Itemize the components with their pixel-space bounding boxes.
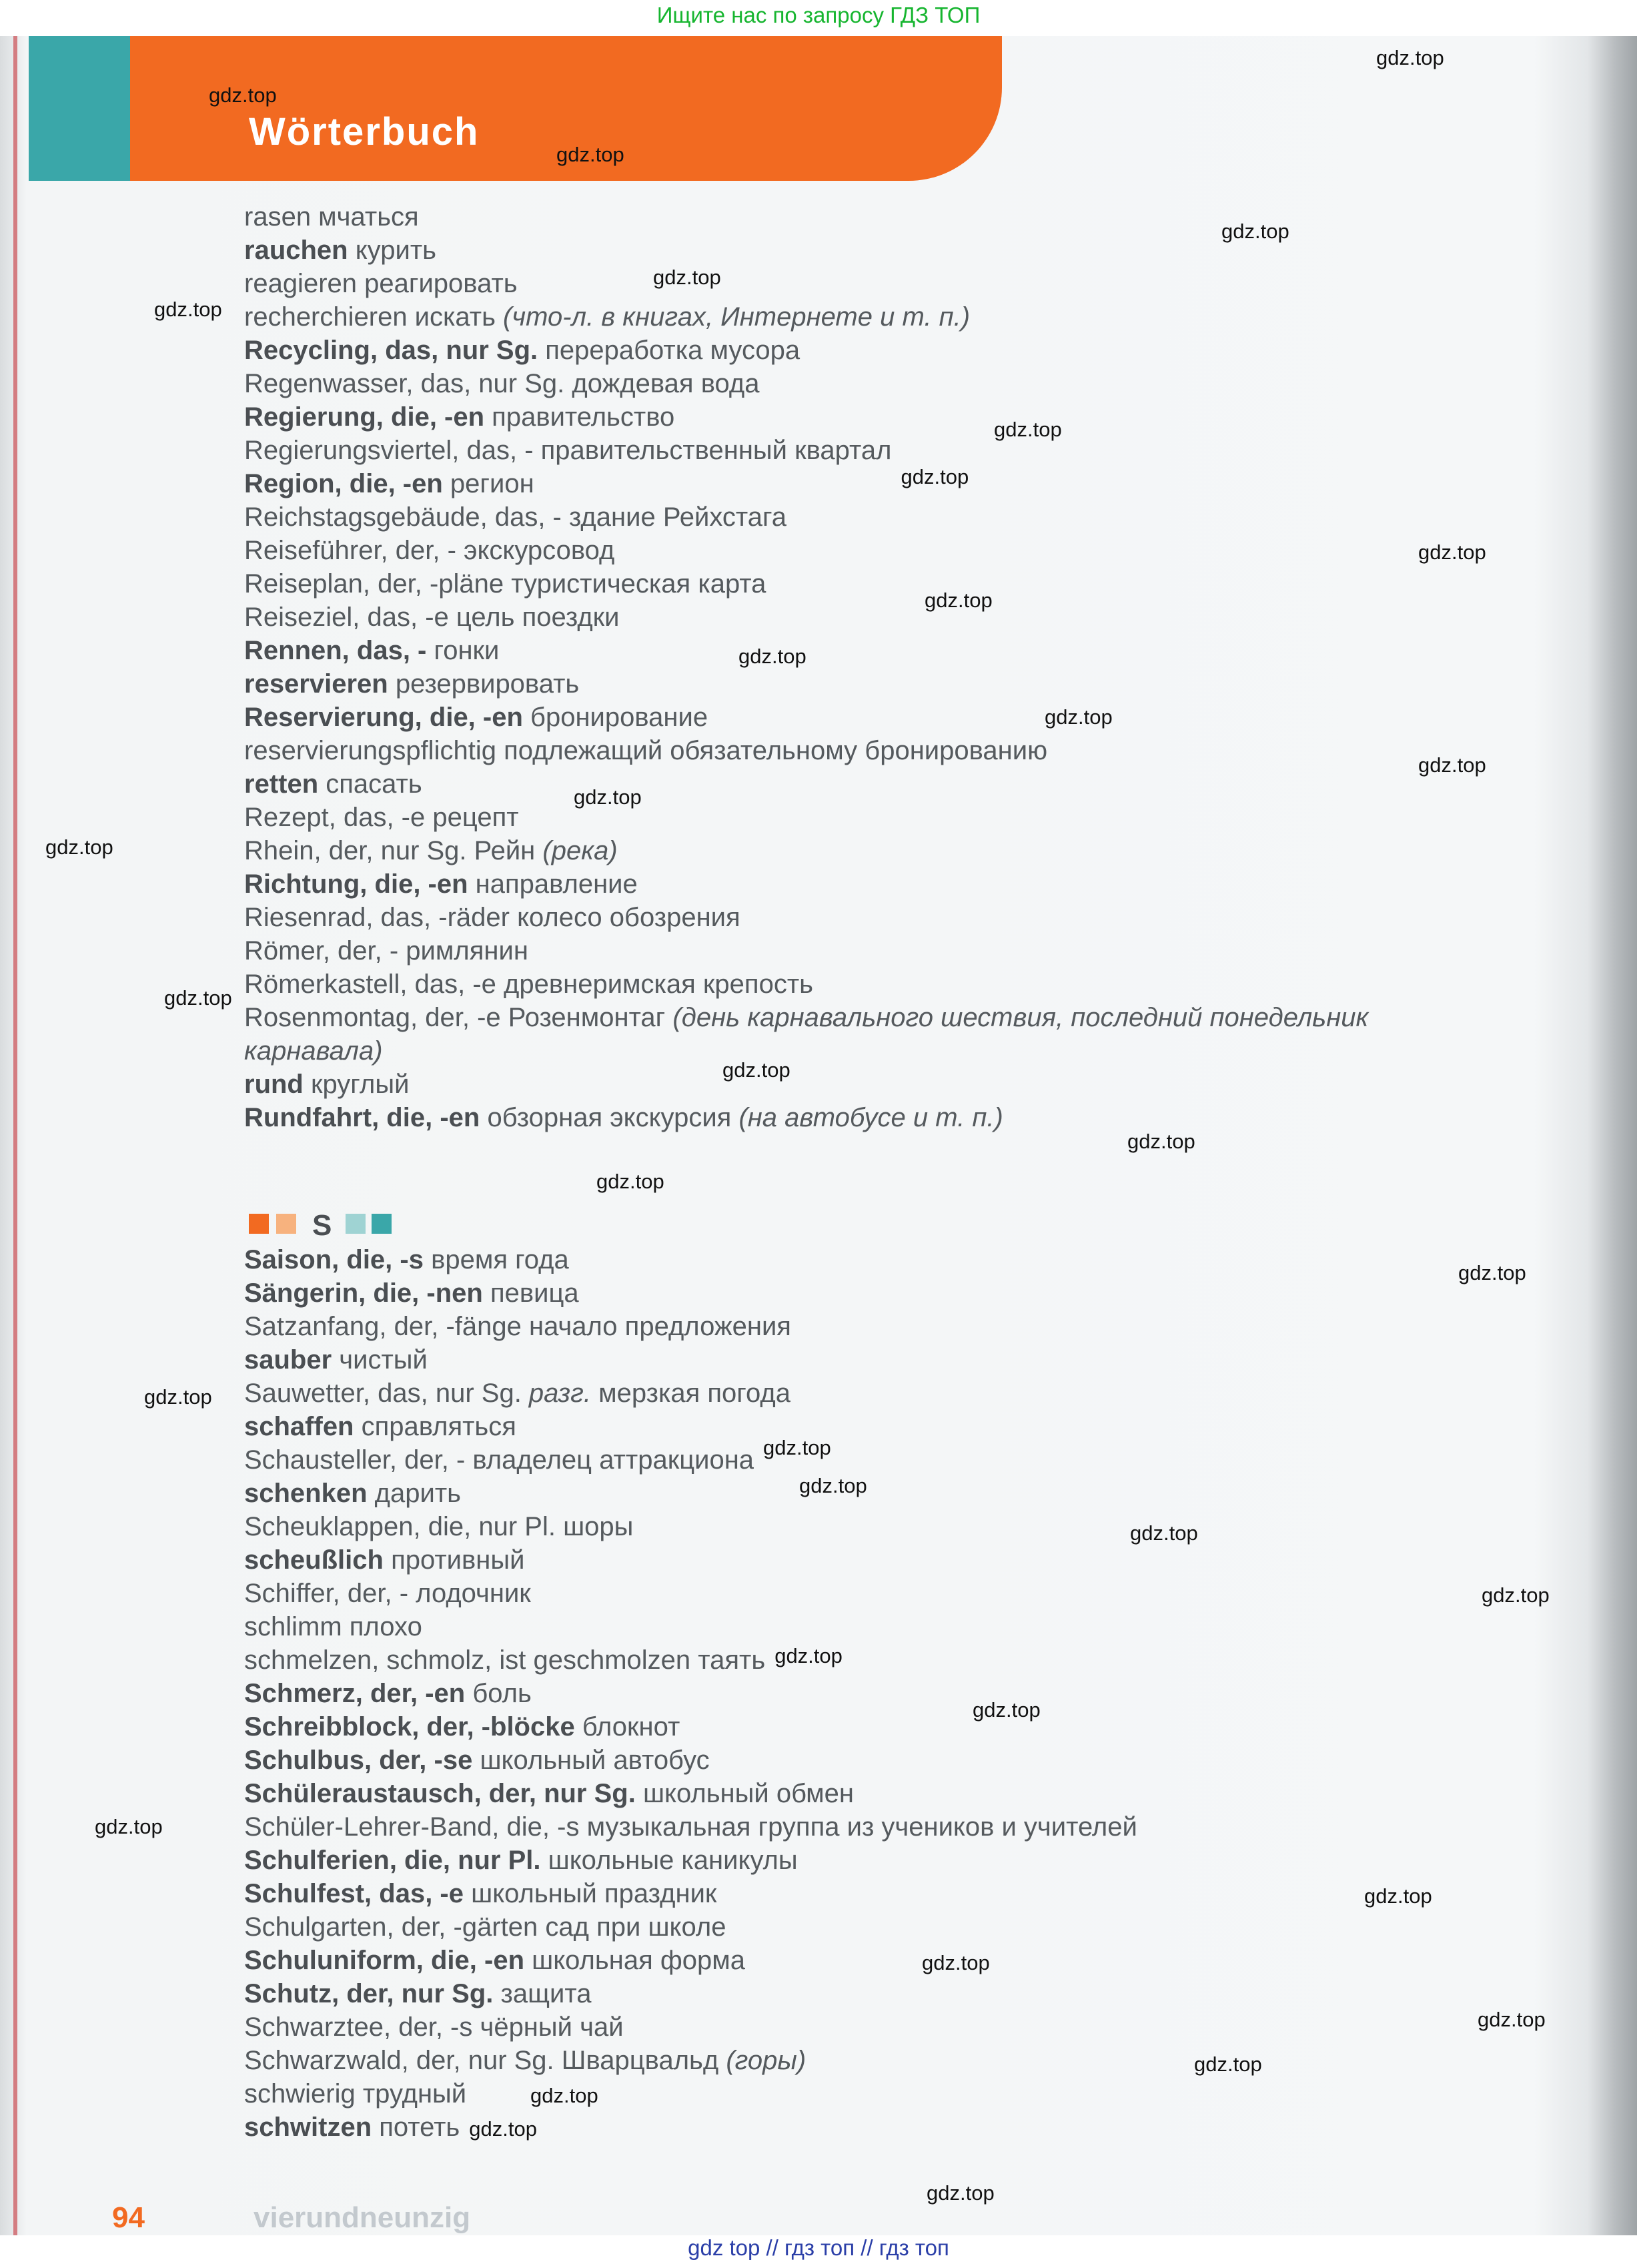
dictionary-entry	[244, 500, 1512, 534]
note: (на автобусе и т. п.)	[738, 1103, 1003, 1132]
dictionary-entry	[244, 367, 1512, 400]
dictionary-entry	[244, 400, 1512, 434]
translation: Rezept, das, -e рецепт	[244, 803, 519, 832]
headword: Region, die, -en	[244, 469, 443, 498]
watermark: gdz.top	[95, 1815, 163, 1838]
headword: Regierung, die, -en	[244, 402, 485, 432]
bottom-banner: gdz top // гдз топ // гдз топ	[688, 2235, 949, 2260]
note: (день карнавального шествия, последний понедельник карнавала)	[244, 1003, 1369, 1066]
translation: schwierig трудный	[244, 2079, 467, 2109]
entries-r	[244, 200, 1512, 1134]
translation: школьный автобус	[472, 1746, 710, 1775]
note: (что-л. в книгах, Интернете и т. п.)	[503, 302, 971, 332]
dictionary-entry	[244, 1777, 1512, 1810]
headword: schenken	[244, 1479, 368, 1508]
translation: обзорная экскурсия	[480, 1103, 739, 1132]
watermark: gdz.top	[1127, 1130, 1195, 1153]
translation: schlimm плохо	[244, 1612, 422, 1641]
translation: Satzanfang, der, -fänge начало предложения	[244, 1312, 791, 1341]
translation: Römerkastell, das, -e древнеримская крепость	[244, 970, 813, 999]
translation: Schwarztee, der, -s чёрный чай	[244, 2012, 624, 2042]
page-edge	[13, 36, 17, 2235]
translation: правительство	[484, 402, 675, 432]
note: (река)	[542, 836, 618, 865]
translation: гонки	[426, 636, 500, 665]
headword: Rennen, das, -	[244, 636, 427, 665]
dictionary-entry	[244, 1877, 1512, 1910]
translation: reagieren реагировать	[244, 269, 518, 298]
dictionary-entry	[244, 1677, 1512, 1710]
watermark: gdz.top	[1418, 753, 1486, 777]
dictionary-entry	[244, 734, 1512, 767]
translation: Regierungsviertel, das, - правительственный квартал	[244, 436, 892, 465]
translation: Reiseführer, der, - экскурсовод	[244, 536, 615, 565]
dictionary-entry	[244, 934, 1512, 968]
translation: Sauwetter, das, nur Sg.	[244, 1379, 529, 1408]
translation: курить	[348, 236, 436, 265]
watermark: gdz.top	[1478, 2008, 1546, 2031]
translation: школьный обмен	[635, 1779, 854, 1808]
translation: Schulgarten, der, -gärten сад при школе	[244, 1912, 726, 1942]
dictionary-entry	[244, 634, 1512, 667]
translation: потеть	[372, 2113, 460, 2142]
headword: Schuluniform, die, -en	[244, 1946, 525, 1975]
watermark: gdz.top	[722, 1058, 790, 1082]
dictionary-entry	[244, 1243, 1512, 1276]
headword: Schreibblock, der, -blöcke	[244, 1712, 575, 1742]
section-header-s	[249, 1209, 409, 1242]
translation: переработка мусора	[538, 336, 800, 365]
translation: регион	[442, 469, 534, 498]
translation-cont: мерзкая погода	[590, 1379, 790, 1408]
watermark: gdz.top	[1418, 540, 1486, 564]
dictionary-entry	[244, 667, 1512, 701]
dictionary-entry	[244, 1810, 1512, 1844]
translation: дарить	[367, 1479, 461, 1508]
translation: Rhein, der, nur Sg. Рейн	[244, 836, 543, 865]
watermark: gdz.top	[209, 83, 277, 107]
dictionary-entry	[244, 1310, 1512, 1343]
headword: reservieren	[244, 669, 388, 699]
dictionary-entry	[244, 200, 1512, 234]
watermark: gdz.top	[1130, 1521, 1198, 1545]
headword: scheußlich	[244, 1545, 384, 1575]
headword: Saison, die, -s	[244, 1245, 424, 1274]
dictionary-entry	[244, 767, 1512, 801]
dictionary-entry	[244, 2077, 1512, 2111]
dictionary-entry	[244, 1643, 1512, 1677]
watermark: gdz.top	[1194, 2052, 1262, 2076]
dictionary-entry	[244, 601, 1512, 634]
watermark: gdz.top	[469, 2117, 537, 2141]
watermark: gdz.top	[922, 1951, 990, 1974]
watermark: gdz.top	[556, 143, 624, 166]
watermark: gdz.top	[1045, 705, 1113, 729]
headword: rauchen	[244, 236, 348, 265]
dictionary-entry	[244, 1977, 1512, 2010]
headword: Schmerz, der, -en	[244, 1679, 466, 1708]
dictionary-entry	[244, 434, 1512, 467]
headword: retten	[244, 769, 319, 799]
headword: Schulfest, das, -e	[244, 1879, 464, 1908]
headword: Schutz, der, nur Sg.	[244, 1979, 494, 2008]
translation: боль	[465, 1679, 532, 1708]
dictionary-entry	[244, 801, 1512, 834]
watermark: gdz.top	[1482, 1583, 1550, 1607]
dictionary-entry	[244, 2010, 1512, 2044]
watermark: gdz.top	[925, 589, 993, 612]
headword: Schüleraustausch, der, nur Sg.	[244, 1779, 636, 1808]
watermark: gdz.top	[738, 645, 806, 668]
header-teal-block	[29, 36, 130, 181]
note: (горы)	[726, 2046, 806, 2075]
dictionary-entry	[244, 1068, 1512, 1101]
headword: Rundfahrt, die, -en	[244, 1103, 480, 1132]
orange-square-icon	[249, 1214, 269, 1234]
watermark: gdz.top	[653, 266, 721, 289]
translation: Scheuklappen, die, nur Pl. шоры	[244, 1512, 634, 1541]
dictionary-entry	[244, 1610, 1512, 1643]
dictionary-entry	[244, 1944, 1512, 1977]
watermark: gdz.top	[164, 986, 232, 1010]
dictionary-entry	[244, 1543, 1512, 1577]
watermark: gdz.top	[1221, 220, 1289, 243]
dictionary-entry	[244, 1343, 1512, 1377]
translation: Reiseziel, das, -e цель поездки	[244, 603, 620, 632]
dictionary-entry	[244, 567, 1512, 601]
watermark: gdz.top	[799, 1474, 867, 1497]
headword: Schulferien, die, nur Pl.	[244, 1846, 541, 1875]
translation: резервировать	[388, 669, 580, 699]
translation: Reiseplan, der, -pläne туристическая карта	[244, 569, 766, 599]
dictionary-entry	[244, 534, 1512, 567]
translation: rasen мчаться	[244, 202, 419, 232]
dictionary-entry	[244, 1910, 1512, 1944]
dictionary-entry	[244, 1510, 1512, 1543]
translation: блокнот	[574, 1712, 680, 1742]
watermark: gdz.top	[927, 2181, 995, 2205]
translation: Schiffer, der, - лодочник	[244, 1579, 531, 1608]
translation: противный	[383, 1545, 525, 1575]
watermark: gdz.top	[1364, 1884, 1432, 1908]
watermark: gdz.top	[154, 298, 222, 321]
dictionary-entry	[244, 867, 1512, 901]
dictionary-entry	[244, 1101, 1512, 1134]
translation: школьный праздник	[463, 1879, 717, 1908]
watermark: gdz.top	[1458, 1261, 1526, 1284]
teal-square-icon	[372, 1214, 392, 1234]
translation: schmelzen, schmolz, ist geschmolzen таять	[244, 1645, 766, 1675]
translation: время года	[423, 1245, 569, 1274]
dictionary-entry	[244, 1276, 1512, 1310]
watermark: gdz.top	[763, 1436, 831, 1459]
translation: защита	[493, 1979, 592, 2008]
headword: schaffen	[244, 1412, 354, 1441]
section-letter: S	[312, 1209, 332, 1242]
translation: Römer, der, - римлянин	[244, 936, 528, 966]
dictionary-entry	[244, 300, 1512, 334]
translation: чистый	[332, 1345, 428, 1375]
dictionary-entry	[244, 467, 1512, 500]
dictionary-entry	[244, 1443, 1512, 1477]
dictionary-entry	[244, 267, 1512, 300]
translation: певица	[482, 1278, 579, 1308]
headword: rund	[244, 1070, 304, 1099]
translation: Rosenmontag, der, -e Розенмонтаг	[244, 1003, 673, 1032]
page-number: 94	[112, 2201, 145, 2234]
translation: Reichstagsgebäude, das, - здание Рейхстага	[244, 502, 786, 532]
dictionary-entry	[244, 1477, 1512, 1510]
dictionary-entry	[244, 1577, 1512, 1610]
headword: Richtung, die, -en	[244, 869, 468, 899]
translation: Schwarzwald, der, nur Sg. Шварцвальд	[244, 2046, 726, 2075]
top-search-banner: Ищите нас по запросу ГДЗ ТОП	[656, 3, 981, 27]
translation: Schausteller, der, - владелец аттракциона	[244, 1445, 754, 1475]
translation: Regenwasser, das, nur Sg. дождевая вода	[244, 369, 760, 398]
page-title: Wörterbuch	[249, 110, 480, 153]
dictionary-entry	[244, 701, 1512, 734]
dictionary-entry	[244, 1844, 1512, 1877]
headword: Recycling, das, nur Sg.	[244, 336, 538, 365]
headword: sauber	[244, 1345, 332, 1375]
dictionary-entry	[244, 2111, 1512, 2144]
dictionary-entry	[244, 234, 1512, 267]
dictionary-entry	[244, 1410, 1512, 1443]
headword: Schulbus, der, -se	[244, 1746, 473, 1775]
watermark: gdz.top	[144, 1385, 212, 1409]
dictionary-entry	[244, 1001, 1512, 1068]
watermark: gdz.top	[45, 835, 113, 859]
dictionary-entry	[244, 1377, 1512, 1410]
headword: Sängerin, die, -nen	[244, 1278, 483, 1308]
translation: спасать	[318, 769, 422, 799]
dictionary-entry	[244, 901, 1512, 934]
watermark: gdz.top	[994, 418, 1062, 441]
watermark: gdz.top	[901, 465, 969, 488]
watermark: gdz.top	[574, 785, 642, 809]
light-teal-square-icon	[346, 1214, 366, 1234]
watermark: gdz.top	[596, 1170, 664, 1193]
note: разг.	[528, 1379, 591, 1408]
watermark: gdz.top	[774, 1644, 843, 1667]
dictionary-entry	[244, 2044, 1512, 2077]
translation: Riesenrad, das, -räder колесо обозрения	[244, 903, 740, 932]
translation: школьные каникулы	[540, 1846, 798, 1875]
headword: schwitzen	[244, 2113, 372, 2142]
dictionary-entry	[244, 1710, 1512, 1744]
translation: бронирование	[522, 703, 708, 732]
dictionary-entry	[244, 968, 1512, 1001]
watermark: gdz.top	[973, 1698, 1041, 1722]
headword: Reservierung, die, -en	[244, 703, 523, 732]
translation: справляться	[354, 1412, 516, 1441]
entries-s	[244, 1243, 1512, 2144]
translation: направление	[468, 869, 638, 899]
translation: школьная форма	[524, 1946, 745, 1975]
translation: круглый	[303, 1070, 410, 1099]
page-number-word: vierundneunzig	[253, 2201, 471, 2234]
dictionary-entry	[244, 1744, 1512, 1777]
translation: recherchieren искать	[244, 302, 504, 332]
light-orange-square-icon	[276, 1214, 296, 1234]
dictionary-entry	[244, 834, 1512, 867]
watermark: gdz.top	[1376, 46, 1444, 69]
watermark: gdz.top	[530, 2084, 598, 2107]
translation: reservierungspflichtig подлежащий обязательному бронированию	[244, 736, 1048, 765]
dictionary-entry	[244, 334, 1512, 367]
translation: Schüler-Lehrer-Band, die, -s музыкальная группа из учеников и учителей	[244, 1812, 1137, 1842]
